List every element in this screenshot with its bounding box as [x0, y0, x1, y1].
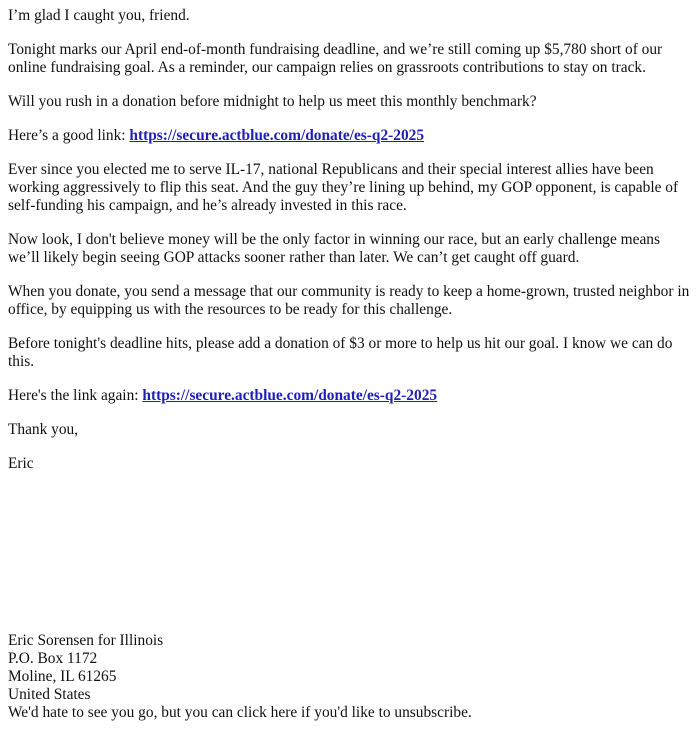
paragraph-deadline: Tonight marks our April end-of-month fundraising deadline, and we’re still coming up $5,780 short of our online fundraising goal. As a reminder, our campaign relies on grassroots contributions to stay on track.: [8, 41, 663, 76]
signature: Eric: [8, 455, 34, 472]
footer-po-box: P.O. Box 1172: [8, 650, 98, 667]
paragraph-ask: Will you rush in a donation before midnight to help us meet this monthly benchmark?: [8, 93, 537, 110]
paragraph-donate-message: When you donate, you send a message that our community is ready to keep a home-grown, trusted neighbor in office, by equipping us with the resources to be ready for this challenge.: [8, 283, 690, 318]
donate-link-1[interactable]: https://secure.actblue.com/donate/es-q2-2025: [129, 127, 425, 144]
paragraph-republicans: Ever since you elected me to serve IL-17, national Republicans and their special interest allies have been working aggressively to flip this seat. And the guy they’re lining up behind, my GOP opponent, is capable of self-funding his campaign, and he’s already invested in this race.: [8, 161, 679, 214]
donate-link-2[interactable]: https://secure.actblue.com/donate/es-q2-2025: [142, 387, 438, 404]
closing: Thank you,: [8, 421, 79, 438]
footer: [8, 632, 692, 722]
footer-city: Moline, IL 61265: [8, 668, 117, 685]
link-1-prefix: Here’s a good link:: [8, 127, 130, 144]
link-2-prefix: Here's the link again:: [8, 387, 143, 404]
unsubscribe-text[interactable]: We'd hate to see you go, but you can click here if you'd like to unsubscribe.: [8, 704, 472, 721]
paragraph-link-1: [8, 127, 692, 145]
paragraph-challenge: Now look, I don't believe money will be the only factor in winning our race, but an early challenge means we’ll likely begin seeing GOP attacks sooner rather than later. We can’t get caught off guard.: [8, 231, 660, 266]
footer-spacer: [8, 489, 692, 632]
greeting: I’m glad I caught you, friend.: [8, 7, 190, 24]
paragraph-link-2: [8, 387, 692, 405]
footer-org: Eric Sorensen for Illinois: [8, 632, 164, 649]
footer-country: United States: [8, 686, 91, 703]
paragraph-goal: Before tonight's deadline hits, please add a donation of $3 or more to help us hit our goal. I know we can do this.: [8, 335, 673, 370]
